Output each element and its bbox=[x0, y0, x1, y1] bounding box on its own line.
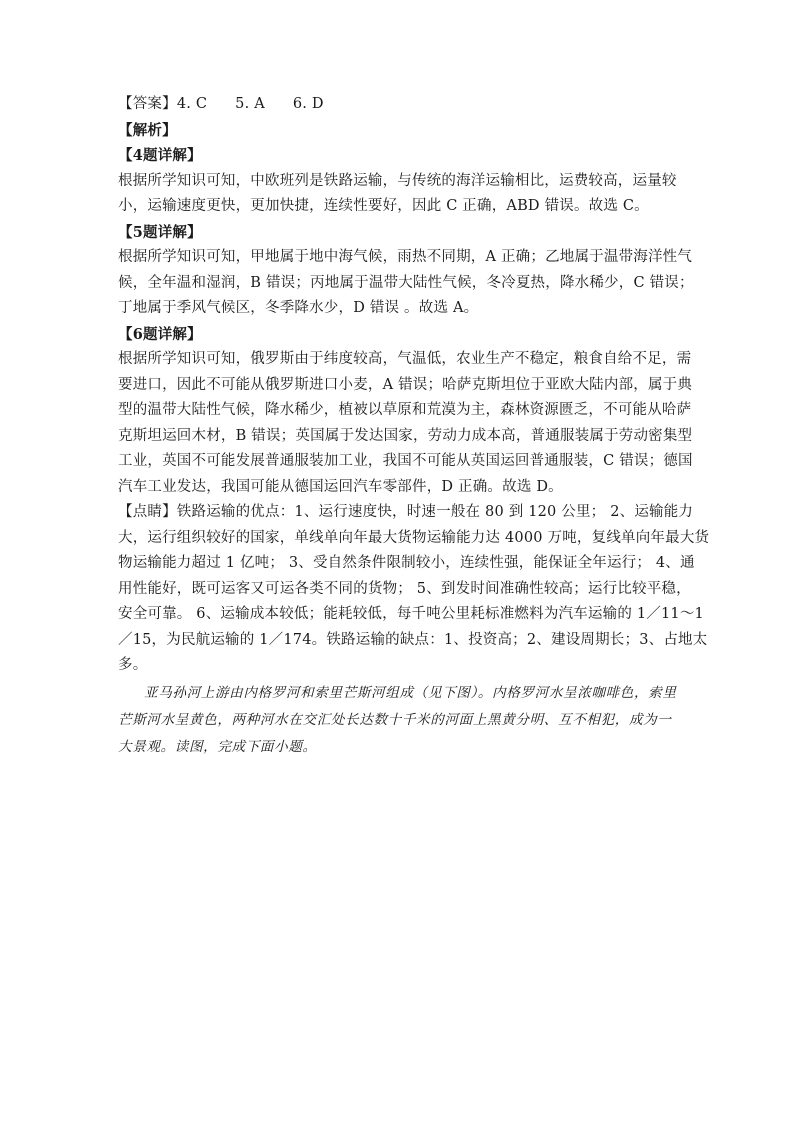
q6-heading: 【6题详解】 bbox=[118, 325, 202, 343]
q5-line: 候，全年温和湿润，B 错误；丙地属于温带大陆性气候，冬冷夏热，降水稀少，C 错误； bbox=[118, 274, 694, 291]
intro-line: 亚马孙河上游由内格罗河和索里芒斯河组成（见下图）。内格罗河水呈浓咖啡色，索里 bbox=[144, 684, 677, 701]
intro-line: 芒斯河水呈黄色，两种河水在交汇处长达数十千米的河面上黑黄分明、互不相犯，成为一 bbox=[118, 711, 672, 728]
dianjing-line: 安全可靠。 6、运输成本较低；能耗较低，每千吨公里耗标准燃料为汽车运输的 1／11～1 bbox=[118, 606, 704, 622]
answer-item-5: 5. A bbox=[235, 96, 265, 112]
dianjing-line: 多。 bbox=[118, 657, 148, 673]
dianjing-line: ／15，为民航运输的 1／174。铁路运输的缺点：1、投资高；2、建设周期长；3、占地太 bbox=[118, 631, 708, 648]
q5-heading: 【5题详解】 bbox=[118, 223, 202, 241]
q6-line: 汽车工业发达，我国可能从德国运回汽车零部件，D 正确。故选 D。 bbox=[118, 478, 563, 495]
q6-line: 克斯坦运回木材，B 错误；英国属于发达国家，劳动力成本高，普通服装属于劳动密集型 bbox=[118, 427, 693, 444]
answer-item-6: 6. D bbox=[292, 96, 324, 112]
answer-label: 【答案】 bbox=[118, 96, 177, 112]
intro-line: 大景观。读图，完成下面小题。 bbox=[118, 738, 317, 755]
dianjing-line: 用性能好，既可运客又可运各类不同的货物； 5、到发时间准确性较高；运行比较平稳， bbox=[118, 580, 691, 597]
q5-line: 丁地属于季风气候区，冬季降水少，D 错误 。故选 A。 bbox=[118, 300, 479, 316]
q6-line: 工业，英国不可能发展普通服装加工业，我国不可能从英国运回普通服装，C 错误；德国 bbox=[118, 453, 693, 469]
analysis-label: 【解析】 bbox=[118, 121, 177, 139]
q6-line: 型的温带大陆性气候，降水稀少，植被以草原和荒漠为主，森林资源匮乏，不可能从哈萨 bbox=[118, 402, 692, 418]
dianjing-line: 大，运行组织较好的国家，单线单向年最大货物运输能力达 4000 万吨，复线单向年最大货 bbox=[118, 529, 710, 546]
answer-line bbox=[118, 92, 680, 118]
dianjing-line: 【点睛】铁路运输的优点：1、运行速度快，时速一般在 80 到 120 公里； 2、运输能力 bbox=[118, 504, 694, 520]
dianjing-line: 物运输能力超过 1 亿吨； 3、受自然条件限制较小，连续性强，能保证全年运行； 4、通 bbox=[118, 555, 695, 571]
q4-line: 小，运输速度更快，更加快捷，连续性要好，因此 C 正确，ABD 错误。故选 C。 bbox=[118, 198, 649, 214]
document-page bbox=[118, 92, 710, 761]
answer-item-4: 4. C bbox=[176, 96, 208, 112]
q4-heading: 【4题详解】 bbox=[118, 147, 202, 164]
q6-line: 根据所学知识可知，俄罗斯由于纬度较高，气温低，农业生产不稳定，粮食自给不足，需 bbox=[118, 351, 692, 367]
q6-line: 要进口，因此不可能从俄罗斯进口小麦，A 错误；哈萨克斯坦位于亚欧大陆内部，属于典 bbox=[118, 376, 693, 393]
q5-line: 根据所学知识可知，甲地属于地中海气候，雨热不同期，A 正确；乙地属于温带海洋性气 bbox=[118, 249, 693, 265]
q4-line: 根据所学知识可知，中欧班列是铁路运输，与传统的海洋运输相比，运费较高，运量较 bbox=[118, 172, 677, 189]
